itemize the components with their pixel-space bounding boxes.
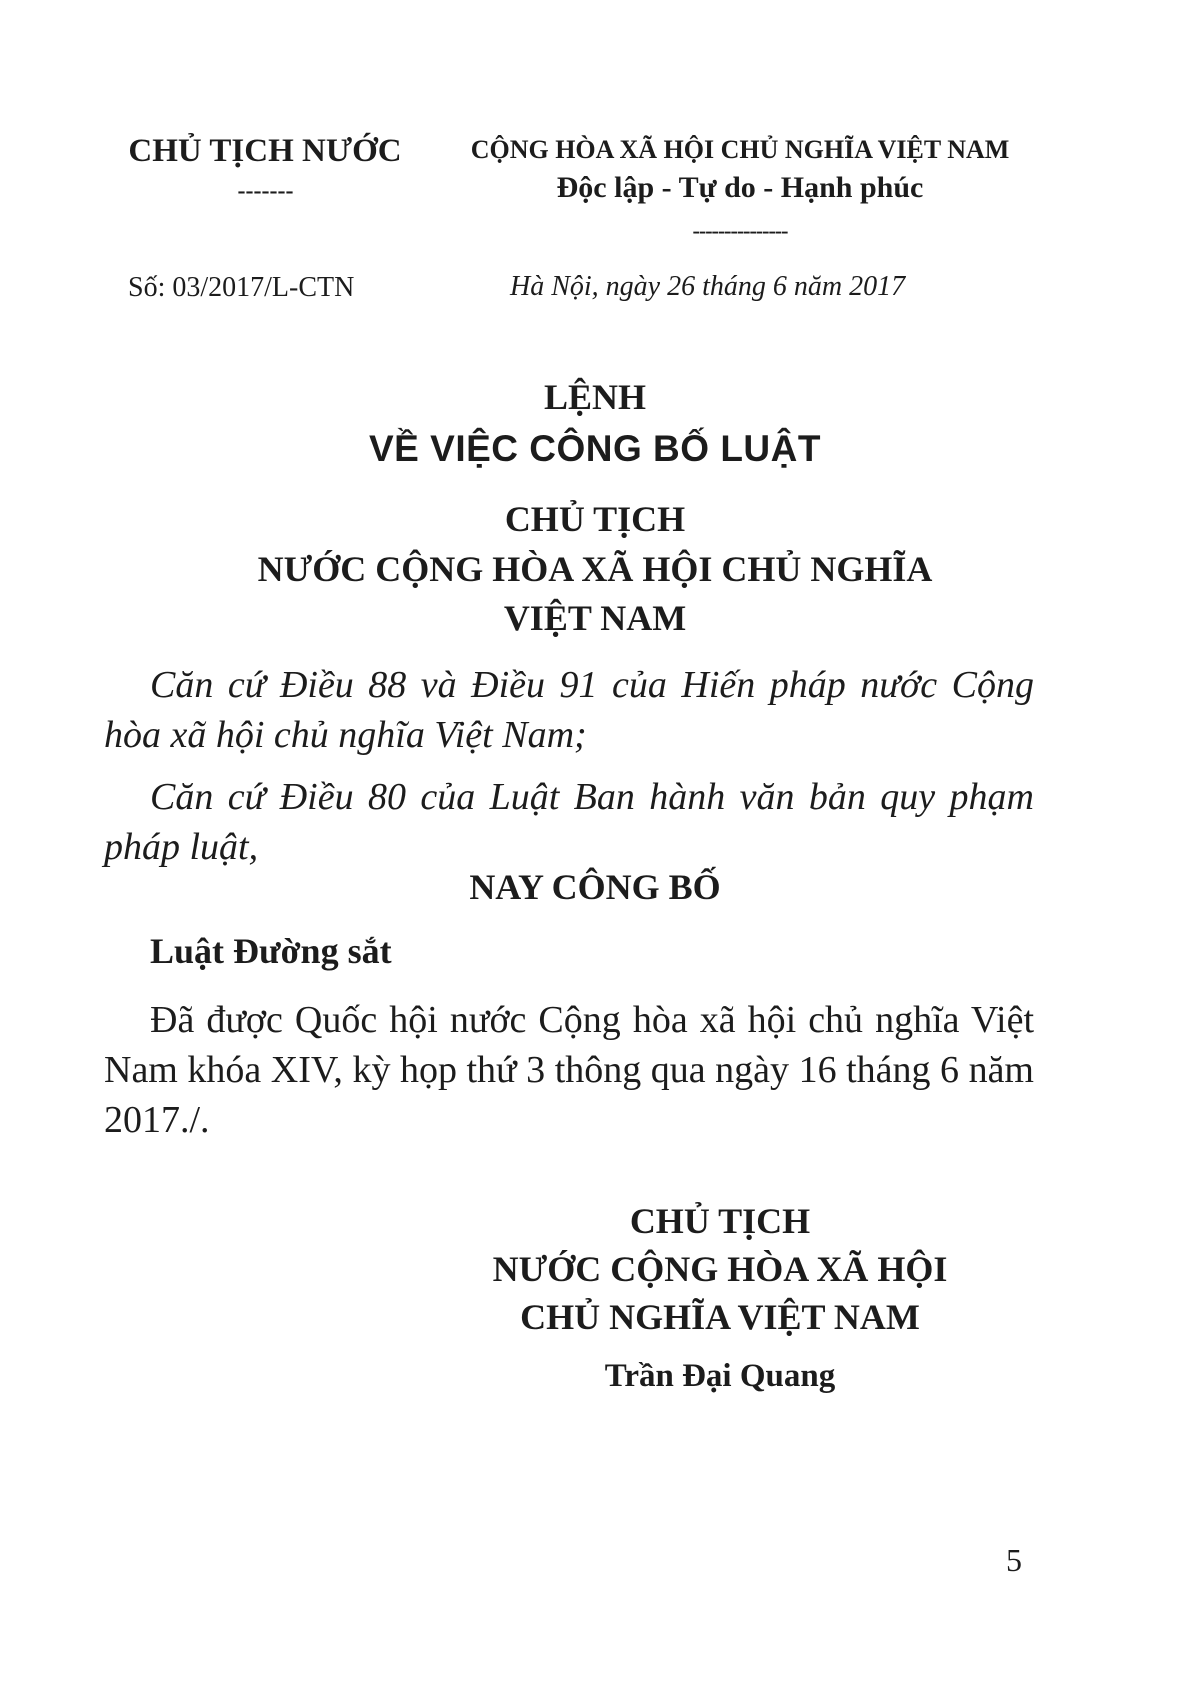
issuer-title: CHỦ TỊCH NƯỚC [128,133,402,169]
motto-rule: --------------- [692,218,788,243]
document-type-title: LỆNH [543,377,647,417]
motto: Độc lập - Tự do - Hạnh phúc [556,171,924,204]
signature-title-2: NƯỚC CỘNG HÒA XÃ HỘI [492,1249,948,1289]
issuer-rule: ------- [237,178,294,204]
law-name: Luật Đường sắt [150,931,392,971]
signer-name: Trần Đại Quang [604,1358,836,1394]
document-subject-title: VỀ VIỆC CÔNG BỐ LUẬT [369,428,821,469]
place-date: Hà Nội, ngày 26 tháng 6 năm 2017 [510,271,906,302]
adoption-statement: Đã được Quốc hội nước Cộng hòa xã hội chủ nghĩa Việt Nam khóa XIV, kỳ họp thứ 3 thông qua ngày 16 tháng 6 năm 2017./. [104,999,1034,1141]
authority-line-3: VIỆT NAM [503,598,687,638]
announcement-heading: NAY CÔNG BỐ [469,867,721,907]
authority-line-2: NƯỚC CỘNG HÒA XÃ HỘI CHỦ NGHĨA [257,549,933,589]
legal-basis-1: Căn cứ Điều 88 và Điều 91 của Hiến pháp nước Cộng hòa xã hội chủ nghĩa Việt Nam; [104,664,1034,756]
signature-title-3: CHỦ NGHĨA VIỆT NAM [520,1297,920,1337]
document-number: Số: 03/2017/L-CTN [128,272,355,303]
signature-title-1: CHỦ TỊCH [629,1201,811,1241]
legal-basis-2: Căn cứ Điều 80 của Luật Ban hành văn bản quy phạm pháp luật, [104,776,1034,868]
page-number: 5 [1006,1542,1022,1578]
authority-line-1: CHỦ TỊCH [504,499,686,539]
nation-title: CỘNG HÒA XÃ HỘI CHỦ NGHĨA VIỆT NAM [470,135,1010,164]
